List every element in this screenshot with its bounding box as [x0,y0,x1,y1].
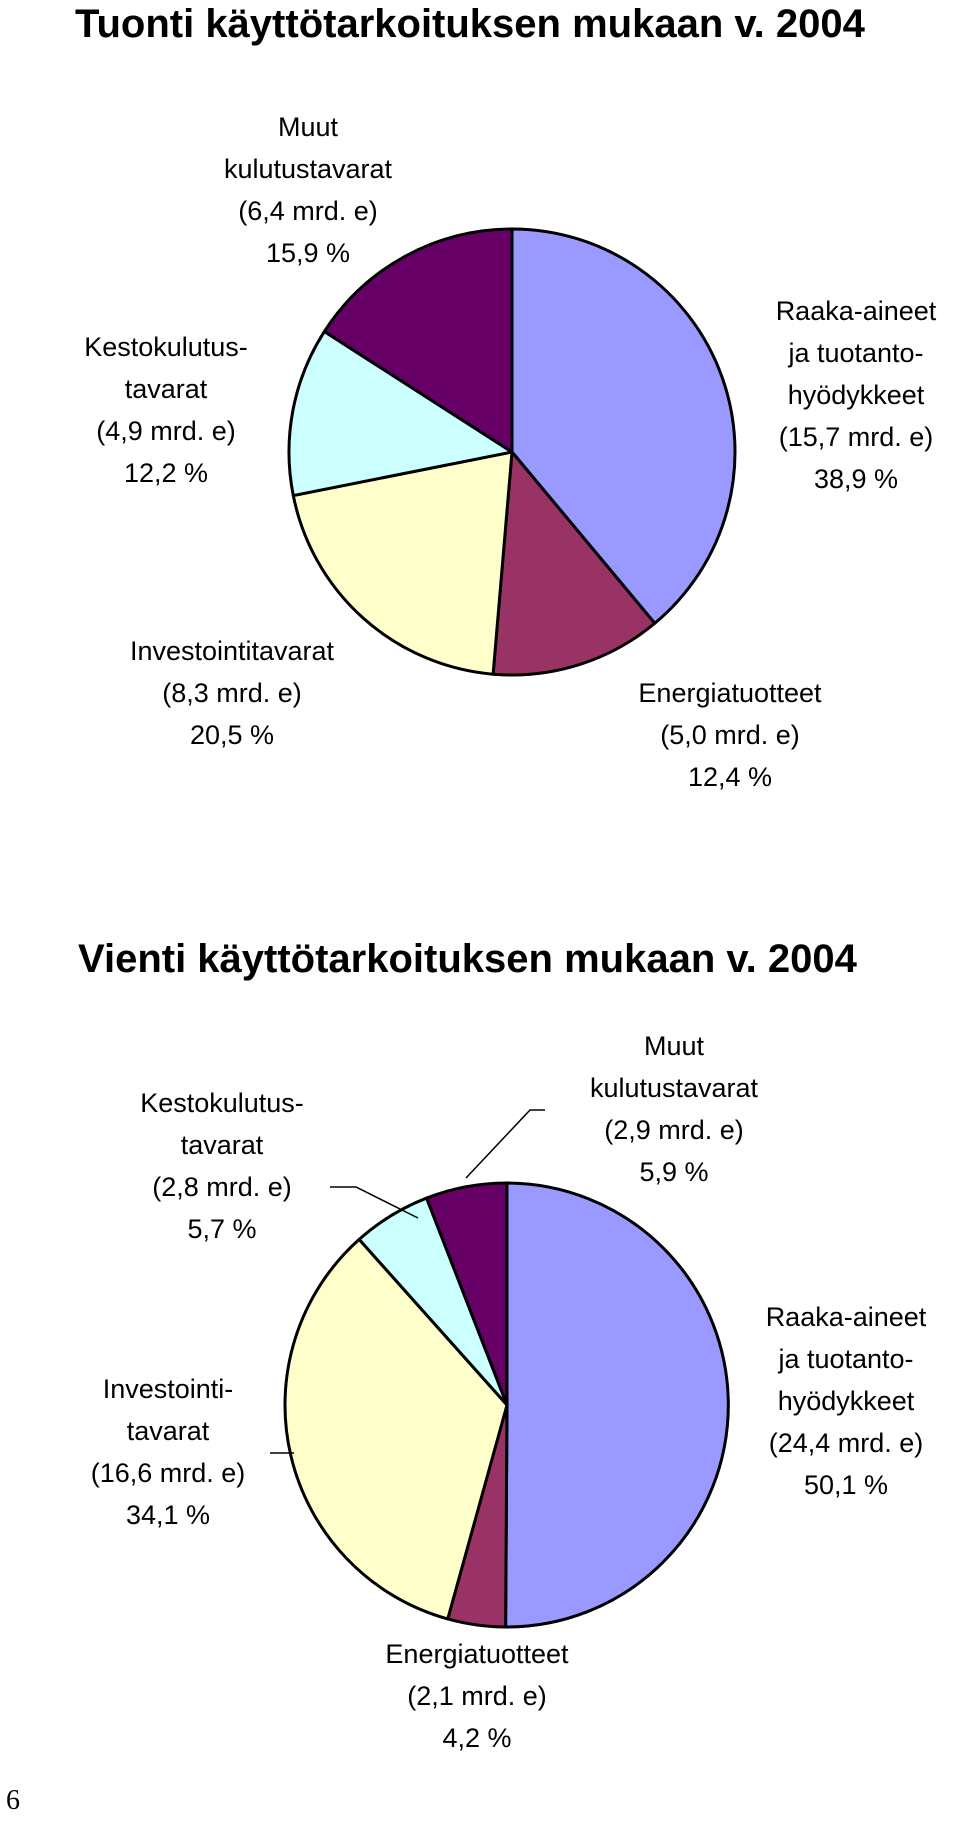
import-label-line: (4,9 mrd. e) [96,416,236,446]
export-label-energiatuotteet [385,1639,569,1753]
import-label-raaka-aineet [776,296,937,494]
export-label-line: 50,1 % [803,1470,889,1500]
export-label-line: (2,8 mrd. e) [152,1172,292,1202]
page-number: 6 [6,1785,20,1816]
export-label-line: tavarat [126,1416,210,1446]
import-label-line: (15,7 mrd. e) [778,422,934,452]
import-label-line: Kestokulutus- [84,332,248,362]
export-label-line: tavarat [180,1130,264,1160]
import-label-line: kulutustavarat [223,154,393,184]
import-label-line: tavarat [124,374,208,404]
import-label-line: 38,9 % [813,464,899,494]
export-label-line: Muut [643,1031,705,1061]
import-label-line: (8,3 mrd. e) [162,678,302,708]
export-label-line: ja tuotanto- [778,1344,914,1374]
import-label-line: 20,5 % [189,720,275,750]
export-label-line: Raaka-aineet [765,1302,927,1332]
export-label-line: (16,6 mrd. e) [90,1458,246,1488]
export-label-line: (2,1 mrd. e) [407,1681,547,1711]
import-label-kestokulutustavarat [84,332,248,488]
import-label-line: hyödykkeet [787,380,925,410]
export-label-line: hyödykkeet [777,1386,915,1416]
export-label-line: 34,1 % [125,1500,211,1530]
import-label-line: 15,9 % [265,238,351,268]
import-label-investointitavarat [130,636,335,750]
import-label-energiatuotteet [638,678,822,792]
export-leader-line [466,1110,545,1178]
import-label-line: Investointitavarat [129,636,335,666]
import-label-line: Muut [277,112,339,142]
export-label-line: Energiatuotteet [385,1639,569,1669]
import-label-line: Raaka-aineet [775,296,937,326]
import-label-line: 12,4 % [687,762,773,792]
import-label-line: 12,2 % [123,458,209,488]
import-label-line: (5,0 mrd. e) [660,720,800,750]
export-label-kestokulutustavarat [140,1088,304,1244]
export-chart-title: Vienti käyttötarkoituksen mukaan v. 2004 [78,937,857,981]
import-label-line: ja tuotanto- [788,338,924,368]
export-label-line: Kestokulutus- [140,1088,304,1118]
export-label-line: 5,9 % [639,1157,709,1187]
export-label-line: (24,4 mrd. e) [768,1428,924,1458]
export-label-line: Investointi- [102,1374,234,1404]
export-label-line: 4,2 % [442,1723,512,1753]
import-label-muut-kulutustavarat [224,112,393,268]
export-label-muut-kulutustavarat [590,1031,759,1187]
export-label-line: 5,7 % [187,1214,257,1244]
import-chart-title: Tuonti käyttötarkoituksen mukaan v. 2004 [75,2,865,46]
export-label-line: (2,9 mrd. e) [604,1115,744,1145]
export-label-investointitavarat [91,1374,246,1530]
import-label-line: (6,4 mrd. e) [238,196,378,226]
import-label-line: Energiatuotteet [638,678,822,708]
export-label-raaka-aineet [766,1302,927,1500]
export-label-line: kulutustavarat [589,1073,759,1103]
export-slice-raaka-aineet [506,1183,729,1627]
